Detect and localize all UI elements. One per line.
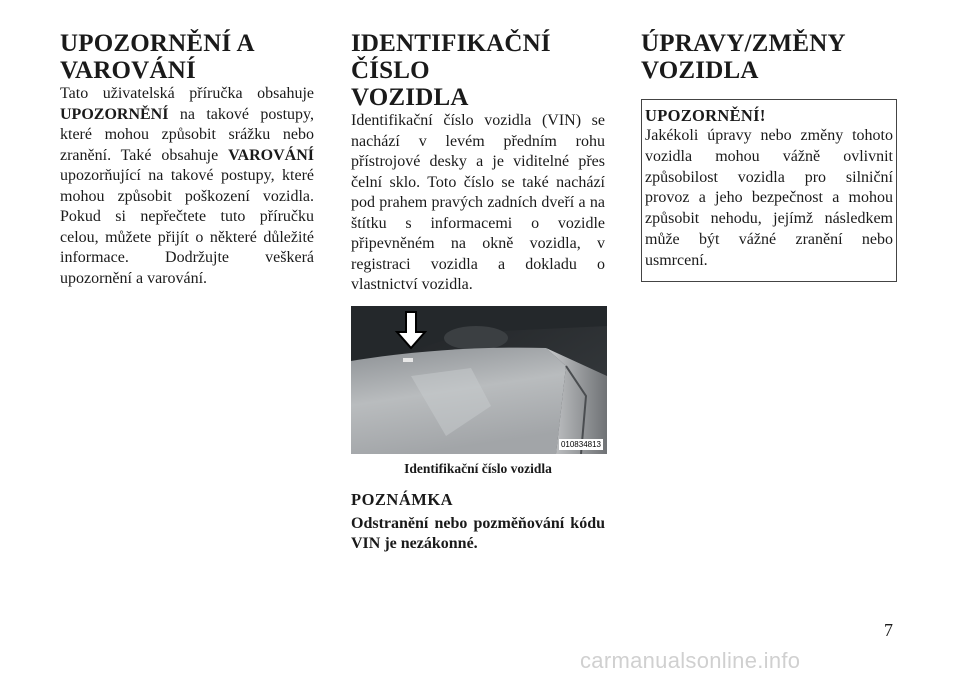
note-text: Odstranění nebo pozměňování kódu VIN je nezákonné.: [351, 514, 605, 552]
heading-line: VOZIDLA: [641, 57, 759, 84]
section-warnings: [60, 30, 314, 289]
bold-term-warnings: UPOZORNĚNÍ: [60, 105, 169, 123]
warning-title: UPOZORNĚNÍ!: [645, 106, 766, 125]
vin-location-photo: [351, 306, 607, 454]
section-vin: [351, 30, 605, 555]
text-fragment: upozorňující na takové postupy, které mohou způsobit poškození vozidla. Pokud si nepřečtete tuto příručku celou, můžete přijít o některé důležité informace. Dodržujte veškerá upozornění a varování.: [60, 167, 314, 287]
note-title: POZNÁMKA: [351, 489, 454, 509]
text-fragment: Tato uživatelská příručka obsahuje: [60, 85, 314, 102]
warning-box: [641, 99, 897, 282]
windshield-illustration: [351, 306, 607, 454]
text-fragment: na takové postupy, které mohou způsobit srážku nebo zranění. Také obsahuje: [60, 105, 314, 164]
bold-term-cautions: VAROVÁNÍ: [228, 146, 314, 164]
section-heading-vin: [351, 30, 605, 111]
image-code: 010834813: [560, 439, 601, 449]
section-heading-modifications: [641, 30, 895, 84]
vin-paragraph: Identifikační číslo vozidla (VIN) se nachází v levém předním rohu přístrojové desky a je viditelné přes čelní sklo. Toto číslo se také nachází pod prahem pravých zadních dveří a na štítku s informacemi o vozidle připevněném na okně vozidla, v registraci vozidla a dokladu o vlastnictví vozidla.: [351, 112, 605, 293]
heading-line: VOZIDLA: [351, 84, 469, 111]
section-modifications: [641, 30, 895, 282]
heading-line: VAROVÁNÍ: [60, 57, 196, 84]
warning-text: Jakékoli úpravy nebo změny tohoto vozidla mohou vážně ovlivnit způsobilost vozidla pro silniční provoz a jeho bezpečnost a mohou způsobit nehodu, jejímž následkem může být vážné zranění nebo usmrcení.: [645, 127, 893, 269]
page-number: 7: [884, 620, 893, 640]
watermark: carmanualsonline.info: [580, 648, 801, 673]
heading-line: ÚPRAVY/ZMĚNY: [641, 30, 846, 57]
heading-line: UPOZORNĚNÍ A: [60, 30, 255, 57]
photo-caption: Identifikační číslo vozidla: [404, 460, 552, 476]
heading-line: IDENTIFIKAČNÍ ČÍSLO: [351, 30, 551, 84]
warnings-paragraph: [60, 84, 314, 289]
section-heading-warnings: [60, 30, 314, 84]
